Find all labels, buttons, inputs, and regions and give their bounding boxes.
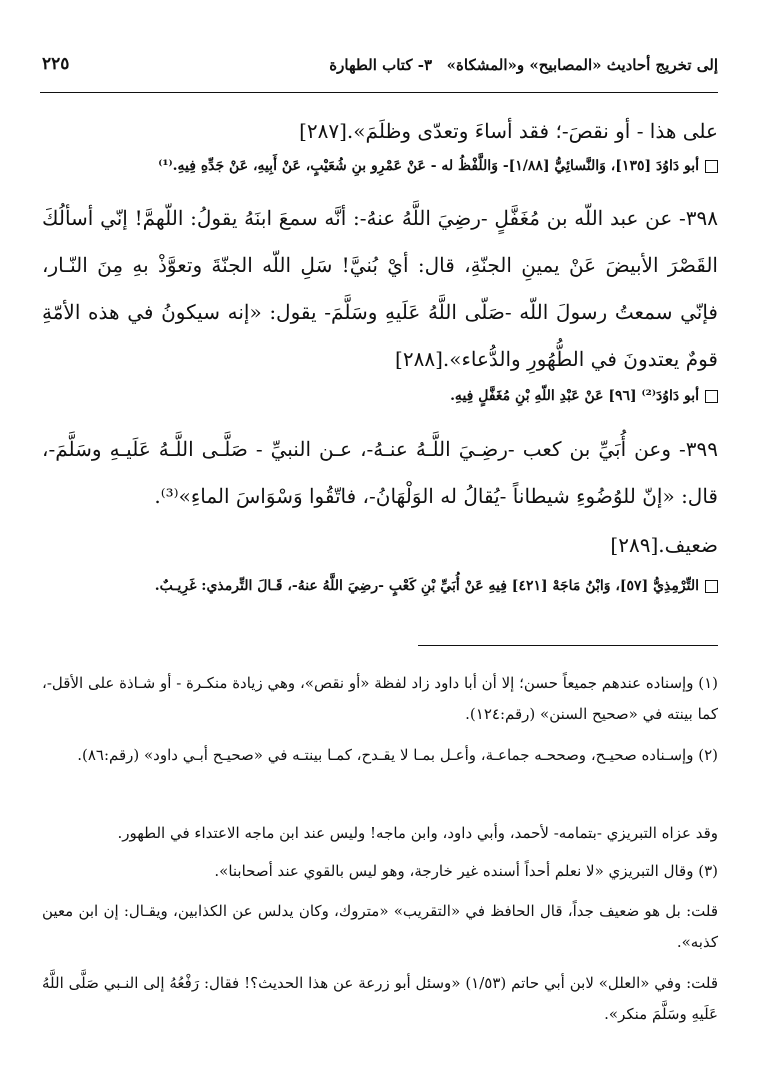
source-text: أبو دَاوُدَ⁽²⁾ [٩٦] عَنْ عَبْدِ اللّهِ بْنِ مُغَفَّلٍ فِيهِ. [450,388,699,404]
source-text: التِّرْمِذِيُّ [٥٧]، وَابْنُ مَاجَهْ [٤٢١] فِيهِ عَنْ أُبَيِّ بْنِ كَعْبٍ -رضِيَ اللَّهُ عنهُ-، قَـالَ التِّرمذي: غَرِيـبٌ. [154,578,699,594]
square-bullet-icon [705,390,718,403]
footnote-divider [418,645,718,646]
page-number: ٢٢٥ [42,54,70,74]
source-text: أبو دَاوُدَ [١٣٥]، وَالنَّسائِيُّ [١/٨٨]- وَاللَّفْظُ له - عَنْ عَمْرِو بنِ شُعَيْبٍ، عَنْ أَبِيهِ، عَنْ جَدِّهِ فِيهِ.⁽¹⁾ [158,158,699,174]
footnote-3-note-b: قلت: وفي «العلل» لابن أبي حاتم (١/٥٣) «وسئل أبو زرعة عن هذا الحديث؟! فقال: رَفْعُهُ إلى النـبي صَلَّى اللَّهُ عَلَيهِ وسَلَّمَ منكر». [42,974,718,1023]
footnote-1: (١) وإسناده عندهم جميعاً حسن؛ إلا أن أبا داود زاد لفظة «أو نقص»، وهي زيادة منكـرة - أو شـاذة على الأقل-، كما بينته في «صحيح السنن» (رقم:١٢٤). [42,674,718,723]
hadith-397-ending: على هذا - أو نقصَ-؛ فقد أساءَ وتعدّى وظلَمَ».[٢٨٧] [299,119,718,143]
square-bullet-icon [705,580,718,593]
hadith-399-grade: ضعيف.[٢٨٩] [610,533,718,557]
header-book-title: إلى تخريج أحاديث «المصابيح» و«المشكاة» [446,56,718,74]
header-section-title: ٣- كتاب الطهارة [329,56,432,74]
footnote-2: (٢) وإسـناده صحيـح، وصححـه جماعـة، وأعـل بمـا لا يقـدح، كمـا بينتـه في «صحيـح أبـي داود» (رقم:٨٦). [77,746,718,764]
footnote-3: (٣) وقال التبريزي «لا نعلم أحداً أسنده غير خارجة، وهو ليس بالقوي عند أصحابنا». [214,862,718,880]
hadith-399-source [42,574,718,598]
square-bullet-icon [705,160,718,173]
running-header [40,52,718,93]
hadith-397-source [42,154,718,178]
hadith-399: ٣٩٩- وعن أُبَيِّ بن كعب -رضِـيَ اللَّـهُ عنـهُ-، عـن النبيِّ - صَلَّـى اللَّـهُ عَلَيـهِ وسَلَّمَ-، قال: «إنّ للوُضُوءِ شيطاناً -يُقالُ له الوَلْهَانُ-، فاتّقُوا وَسْوَاسَ الماءِ»⁽³⁾. [42,437,718,508]
footnote-2-continued: وقد عزاه التبريزي -بتمامه- لأحمد، وأبي داود، وابن ماجه! وليس عند ابن ماجه الاعتداء في الطهور. [117,824,718,842]
footnote-3-note-a: قلت: بل هو ضعيف جداً، قال الحافظ في «التقريب» «متروك، وكان يدلس عن الكذابين، ويقـال: إن ابن معين كذبه». [42,902,718,951]
hadith-398: ٣٩٨- عن عبد اللّه بن مُغَفَّلٍ -رضِيَ اللَّهُ عنهُ-: أنَّه سمعَ ابنَهُ يقولُ: اللّهمَّ! إنّي أسألُكَ القَصْرَ الأبيضَ عَنْ يمينِ الجنّةِ، قال: أيْ بُنيَّ! سَلِ اللّه الجنّةَ وتعوَّذْ بهِ مِنَ النّـار، فإنّي سمعتُ رسولَ اللّه -صَلّى اللَّهُ عَلَيهِ وسَلَّمَ- يقول: «إنه سيكونُ في هذه الأمّةِ قومٌ يعتدونَ في الطُّهُورِ والدُّعاء».[٢٨٨] [42,206,718,371]
hadith-398-source [42,384,718,408]
